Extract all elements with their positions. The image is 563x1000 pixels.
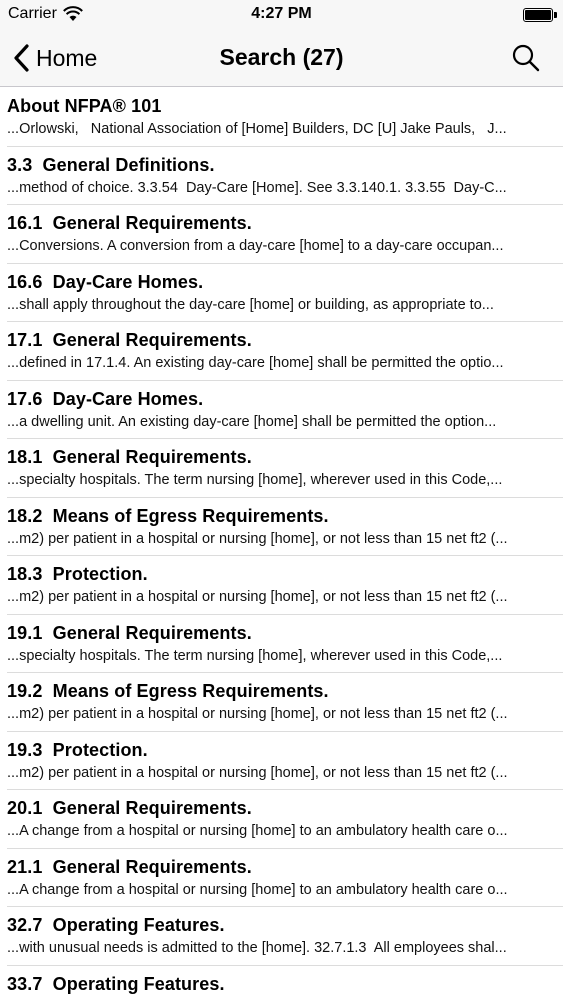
result-title: 33.7 Operating Features.	[7, 973, 225, 994]
search-results-list	[0, 88, 563, 1000]
result-title: 18.1 General Requirements.	[7, 447, 252, 467]
navigation-bar	[0, 30, 563, 87]
search-result-item[interactable]	[0, 556, 563, 615]
result-title: 19.1 General Requirements.	[7, 622, 252, 643]
status-bar	[0, 0, 563, 30]
search-result-item[interactable]	[0, 732, 563, 791]
result-snippet: ...A change from a hospital or nursing [home] to an ambulatory health care o...	[7, 823, 508, 839]
search-result-item[interactable]	[0, 147, 563, 206]
result-title: 16.1 General Requirements.	[7, 213, 252, 233]
result-title: 19.2 Means of Egress Requirements.	[7, 681, 329, 701]
result-title: 32.7 Operating Features.	[7, 915, 225, 935]
result-snippet: ...m2) per patient in a hospital or nursing [home], or not less than 15 net ft2 (...	[7, 764, 508, 781]
search-result-item[interactable]	[0, 849, 563, 908]
result-snippet: ...with unusual needs is admitted to the [home]. 32.7.1.3 All employees shal...	[7, 940, 507, 956]
result-snippet: ...specialty hospitals. The term nursing [home], wherever used in this Code,...	[7, 647, 503, 664]
battery-icon	[523, 8, 553, 22]
search-result-item[interactable]	[0, 907, 563, 966]
result-snippet: ...Orlowski, National Association of [Home] Builders, DC [U] Jake Pauls, J...	[7, 121, 507, 137]
result-snippet: ...m2) per patient in a hospital or nursing [home], or not less than 15 net ft2 (...	[7, 530, 508, 547]
result-title: 21.1 General Requirements.	[7, 856, 252, 877]
search-result-item[interactable]	[0, 498, 563, 557]
search-result-item[interactable]	[0, 381, 563, 440]
search-icon[interactable]	[511, 43, 541, 73]
result-snippet: ...A change from a hospital or nursing [home] to an ambulatory health care o...	[7, 881, 508, 898]
result-title: 18.2 Means of Egress Requirements.	[7, 505, 329, 526]
result-title: 17.6 Day-Care Homes.	[7, 388, 204, 409]
result-title: 20.1 General Requirements.	[7, 798, 252, 818]
search-result-item[interactable]	[0, 88, 563, 147]
search-result-item[interactable]	[0, 205, 563, 264]
result-title: 3.3 General Definitions.	[7, 154, 215, 175]
result-title: 19.3 Protection.	[7, 739, 148, 760]
result-title: 16.6 Day-Care Homes.	[7, 271, 204, 292]
result-title: 17.1 General Requirements.	[7, 330, 252, 350]
status-time: 4:27 PM	[251, 5, 312, 22]
page-title: Search (27)	[219, 44, 344, 70]
result-snippet: ...shall apply throughout the day-care [home] or building, as appropriate to...	[7, 296, 494, 313]
search-result-item[interactable]	[0, 966, 563, 1000]
search-result-item[interactable]	[0, 615, 563, 674]
result-snippet: ...m2) per patient in a hospital or nursing [home], or not less than 15 net ft2 (...	[7, 706, 508, 722]
search-result-item[interactable]	[0, 264, 563, 323]
carrier-label: Carrier	[8, 5, 57, 22]
result-title: About NFPA® 101	[7, 96, 162, 116]
battery-fill	[525, 10, 551, 20]
search-result-item[interactable]	[0, 439, 563, 498]
search-result-item[interactable]	[0, 673, 563, 732]
result-snippet: ...specialty hospitals. The term nursing [home], wherever used in this Code,...	[7, 472, 503, 488]
result-snippet: ...a dwelling unit. An existing day-care [home] shall be permitted the option...	[7, 413, 497, 430]
result-snippet: ...m2) per patient in a hospital or nursing [home], or not less than 15 net ft2 (...	[7, 589, 508, 605]
result-snippet: ...method of choice. 3.3.54 Day-Care [Home]. See 3.3.140.1. 3.3.55 Day-C...	[7, 179, 507, 196]
result-title: 18.3 Protection.	[7, 564, 148, 584]
result-snippet: ...Conversions. A conversion from a day-care [home] to a day-care occupan...	[7, 238, 504, 254]
back-label: Home	[36, 44, 98, 71]
search-result-item[interactable]	[0, 790, 563, 849]
search-result-item[interactable]	[0, 322, 563, 381]
result-snippet: ...defined in 17.1.4. An existing day-care [home] shall be permitted the optio...	[7, 355, 504, 371]
